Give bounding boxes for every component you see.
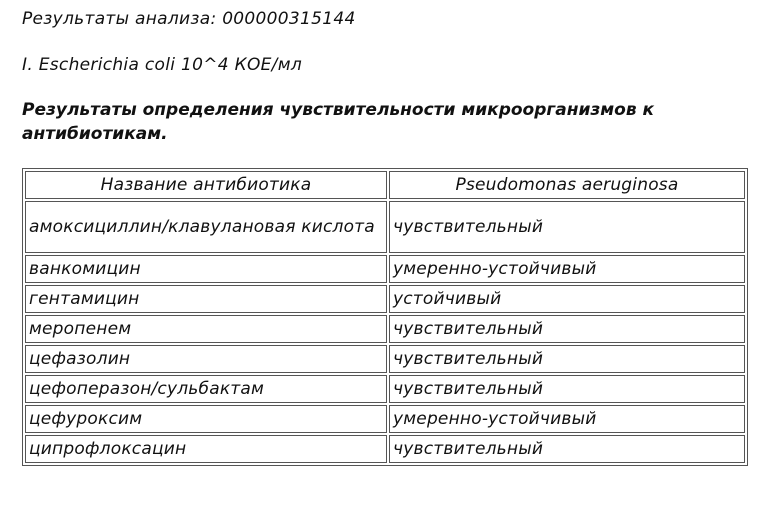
sensitivity-result: чувствительный bbox=[389, 345, 745, 373]
header-antibiotic: Название антибиотика bbox=[25, 171, 387, 199]
analysis-title: Результаты анализа: 000000315144 bbox=[22, 9, 356, 29]
table-row bbox=[25, 255, 745, 283]
organism-line: I. Escherichia coli 10^4 КОЕ/мл bbox=[22, 55, 302, 75]
sensitivity-result: умеренно-устойчивый bbox=[389, 255, 745, 283]
table-row bbox=[25, 285, 745, 313]
table-row bbox=[25, 375, 745, 403]
table-row bbox=[25, 345, 745, 373]
sensitivity-result: умеренно-устойчивый bbox=[389, 405, 745, 433]
table-row bbox=[25, 435, 745, 463]
antibiotic-name: ванкомицин bbox=[25, 255, 387, 283]
antibiotic-name: гентамицин bbox=[25, 285, 387, 313]
table-row bbox=[25, 315, 745, 343]
table-row bbox=[25, 405, 745, 433]
sensitivity-result: чувствительный bbox=[389, 435, 745, 463]
section-heading: Результаты определения чувствительности микроорганизмов к антибиотикам. bbox=[22, 100, 655, 144]
antibiotic-name: меропенем bbox=[25, 315, 387, 343]
antibiotic-name: цефоперазон/сульбактам bbox=[25, 375, 387, 403]
table-row bbox=[25, 201, 745, 253]
header-organism: Pseudomonas aeruginosa bbox=[389, 171, 745, 199]
sensitivity-table bbox=[22, 168, 748, 466]
antibiotic-name: ципрофлоксацин bbox=[25, 435, 387, 463]
sensitivity-result: чувствительный bbox=[389, 375, 745, 403]
sensitivity-result: устойчивый bbox=[389, 285, 745, 313]
antibiotic-name: цефуроксим bbox=[25, 405, 387, 433]
sensitivity-result: чувствительный bbox=[389, 201, 745, 253]
antibiotic-name: амоксициллин/клавулановая кислота bbox=[25, 201, 387, 253]
sensitivity-result: чувствительный bbox=[389, 315, 745, 343]
table-header-row bbox=[25, 171, 745, 199]
antibiotic-name: цефазолин bbox=[25, 345, 387, 373]
